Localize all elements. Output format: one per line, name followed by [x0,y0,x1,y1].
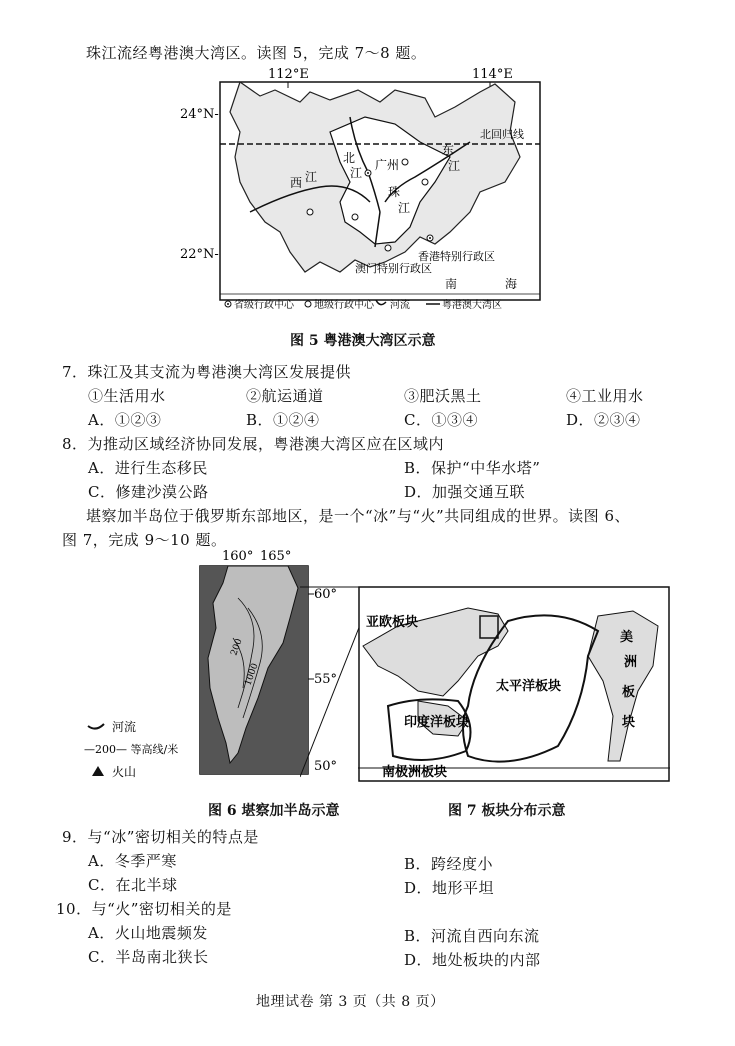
q10-option-c[interactable]: C．半岛南北狭长 [88,948,209,966]
svg-text:165°: 165° [260,549,292,564]
q9-option-c[interactable]: C．在北半球 [88,876,178,894]
svg-text:江: 江 [448,159,461,173]
q7-option-a[interactable]: A．①②③ [88,411,162,429]
fig5-caption: 图 5 粤港澳大湾区示意 [290,333,436,349]
page-footer: 地理试卷 第 3 页（共 8 页） [256,994,445,1010]
city-guangzhou: 广州 [375,158,400,172]
svg-text:粤港澳大湾区: 粤港澳大湾区 [442,300,502,311]
svg-text:块: 块 [622,715,636,730]
intro-fig6-7-line2: 图 7，完成 9～10 题。 [62,531,227,549]
figure-5-map [180,62,560,320]
fig6-caption: 图 6 堪察加半岛示意 [208,803,340,819]
svg-text:60°: 60° [314,587,338,602]
q9-option-b[interactable]: B．跨经度小 [404,855,494,873]
q10-option-d[interactable]: D．地处板块的内部 [404,951,541,969]
tropic-label: 北回归线 [480,128,524,141]
intro-fig6-7-line1: 堪察加半岛位于俄罗斯东部地区，是一个“冰”与“火”共同组成的世界。读图 6、 [86,507,630,525]
q7-option-c[interactable]: C．①③④ [404,411,478,429]
lat-22: 22°N- [180,247,219,262]
q7-item-3: ③肥沃黑土 [404,387,482,405]
plate-antarctic: 南极洲板块 [382,765,448,780]
macau-label: 澳门特别行政区 [355,262,432,275]
q8-option-c[interactable]: C．修建沙漠公路 [88,483,209,501]
svg-text:珠: 珠 [388,185,401,199]
plate-pacific: 太平洋板块 [496,679,562,694]
svg-text:地级行政中心: 地级行政中心 [314,300,374,311]
fig7-caption: 图 7 板块分布示意 [448,803,566,819]
lat-24: 24°N- [180,107,219,122]
svg-text:洲: 洲 [624,655,638,670]
q7-item-2: ②航运通道 [246,387,324,405]
q8-option-a[interactable]: A．进行生态移民 [88,459,208,477]
q7-item-4: ④工业用水 [566,387,644,405]
svg-text:北: 北 [343,151,356,165]
svg-text:南: 南 [445,277,458,291]
q7-stem: 7．珠江及其支流为粤港澳大湾区发展提供 [62,363,352,381]
svg-text:55°: 55° [314,672,338,687]
hk-label: 香港特别行政区 [418,250,495,263]
svg-text:火山: 火山 [112,765,137,779]
q8-stem: 8．为推动区域经济协同发展，粤港澳大湾区应在区域内 [62,435,445,453]
q10-option-b[interactable]: B．河流自西向东流 [404,927,540,945]
q10-option-a[interactable]: A．火山地震频发 [88,924,208,942]
q7-item-1: ①生活用水 [88,387,166,405]
svg-text:省级行政中心: 省级行政中心 [234,300,294,311]
q9-option-d[interactable]: D．地形平坦 [404,879,495,897]
svg-text:河流: 河流 [390,300,410,311]
q10-stem: 10．与“火”密切相关的是 [56,900,232,918]
svg-text:200: 200 [229,637,245,658]
figure-6-legend [84,718,204,780]
q9-stem: 9．与“冰”密切相关的特点是 [62,828,259,846]
q7-option-b[interactable]: B．①②④ [246,411,320,429]
svg-text:板: 板 [622,685,636,700]
plate-eurasian: 亚欧板块 [366,615,419,630]
plate-indian: 印度洋板块 [404,715,470,730]
svg-text:河流: 河流 [112,720,137,734]
svg-text:东: 东 [442,143,455,157]
svg-text:—200— 等高线/米: —200— 等高线/米 [84,743,179,756]
svg-text:江: 江 [350,166,363,180]
q8-option-b[interactable]: B．保护“中华水塔” [404,459,541,477]
svg-text:西: 西 [290,176,303,190]
q9-option-a[interactable]: A．冬季严寒 [88,852,177,870]
svg-text:江: 江 [398,201,411,215]
svg-text:1000: 1000 [243,662,261,688]
svg-text:海: 海 [505,277,518,291]
svg-text:50°: 50° [314,759,338,774]
lon-112: 112°E [268,67,309,82]
intro-fig5: 珠江流经粤港澳大湾区。读图 5，完成 7～8 题。 [86,44,427,62]
q8-option-d[interactable]: D．加强交通互联 [404,483,526,501]
svg-text:160°: 160° [222,549,254,564]
figure-7-map [358,586,670,782]
lon-114: 114°E [472,67,513,82]
svg-text:美: 美 [620,630,634,645]
svg-text:江: 江 [305,170,318,184]
q7-option-d[interactable]: D．②③④ [566,411,641,429]
